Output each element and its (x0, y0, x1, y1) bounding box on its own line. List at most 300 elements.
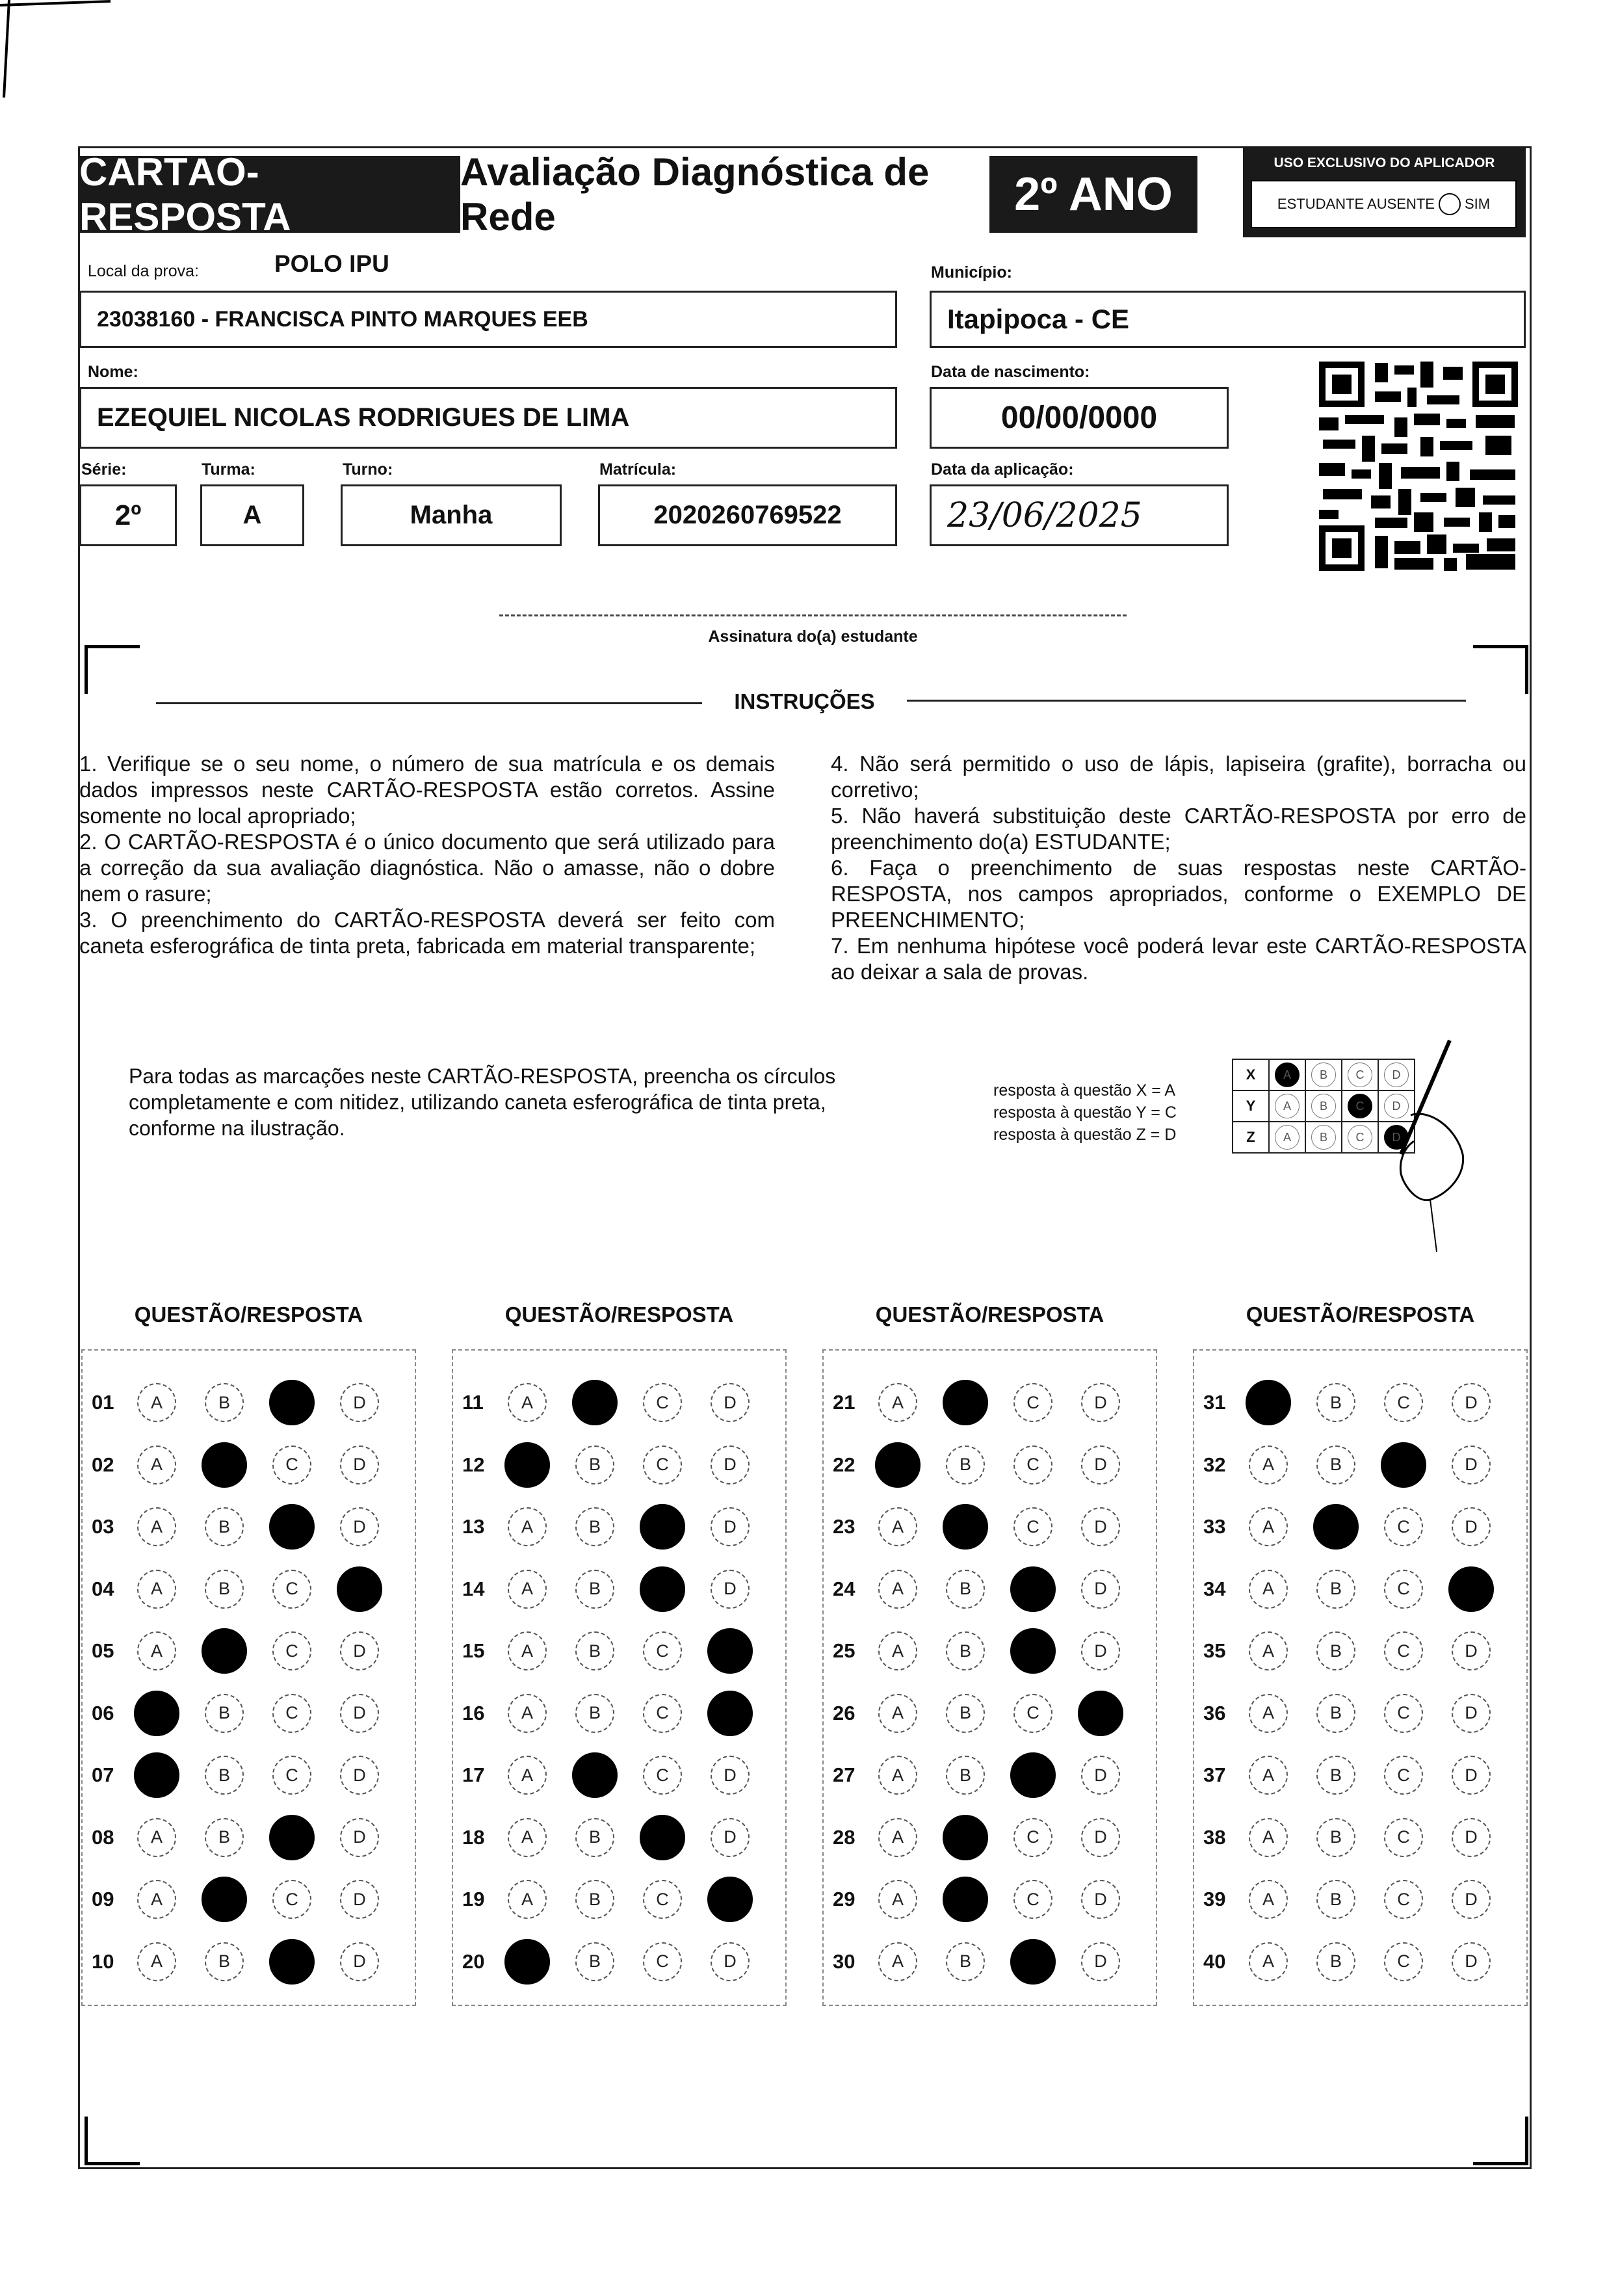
answer-bubble-filled[interactable]: B (202, 1628, 247, 1674)
answer-bubble[interactable]: A (508, 1570, 547, 1609)
answer-bubble[interactable]: B (1316, 1942, 1355, 1981)
answer-bubble[interactable]: A (1249, 1756, 1288, 1795)
question-number: 26 (833, 1701, 856, 1724)
nome-label: Nome: (88, 363, 138, 381)
answer-bubble-filled[interactable]: C (1381, 1442, 1426, 1488)
answer-bubble[interactable]: C (1384, 1383, 1423, 1422)
answer-bubble-filled[interactable]: C (269, 1380, 315, 1425)
legend-item: resposta à questão Y = C (993, 1103, 1177, 1122)
answer-bubble[interactable]: D (1081, 1507, 1120, 1546)
answer-bubble[interactable]: A (508, 1694, 547, 1733)
instructions-left (79, 751, 775, 959)
question-row (824, 1818, 1149, 1857)
question-row (824, 1880, 1149, 1919)
answer-bubble[interactable]: A (1249, 1880, 1288, 1919)
answer-bubble[interactable]: B (575, 1694, 614, 1733)
answer-bubble[interactable]: D (1081, 1631, 1120, 1670)
signature-line (499, 614, 1127, 616)
grade-label: 2º ANO (989, 156, 1197, 233)
answer-bubble[interactable]: A (1249, 1694, 1288, 1733)
answer-bubble[interactable]: D (1081, 1880, 1120, 1919)
answer-bubble-filled[interactable]: D (707, 1877, 753, 1922)
answer-bubble[interactable]: B (575, 1880, 614, 1919)
answer-column (81, 1349, 416, 2006)
question-number: 38 (1203, 1825, 1226, 1849)
question-number: 15 (462, 1639, 485, 1662)
question-row (1194, 1383, 1519, 1422)
question-number: 13 (462, 1515, 485, 1538)
answer-bubble[interactable]: C (1013, 1445, 1052, 1484)
column-title: QUESTÃO/RESPOSTA (134, 1302, 363, 1326)
instruction-item: 4. Não será permitido o uso de lápis, lapiseira (grafite), borracha ou corretivo; (831, 752, 1526, 802)
answer-bubble[interactable]: D (1081, 1756, 1120, 1795)
question-row (824, 1383, 1149, 1422)
column-title: QUESTÃO/RESPOSTA (1246, 1302, 1475, 1326)
local-label: Local da prova: (88, 262, 199, 280)
answer-bubble[interactable]: A (508, 1818, 547, 1857)
answer-bubble-filled[interactable]: C (640, 1504, 685, 1550)
instruction-item: 5. Não haverá substituição deste CARTÃO-RESPOSTA por erro de preenchimento do(a) ESTUDANTE; (831, 804, 1526, 854)
question-row (83, 1631, 408, 1670)
aplicacao-field: 23/06/2025 (930, 484, 1229, 546)
column-title: QUESTÃO/RESPOSTA (875, 1302, 1104, 1326)
question-row (453, 1445, 778, 1484)
answer-bubble[interactable]: A (878, 1507, 917, 1546)
answer-bubble[interactable]: B (205, 1756, 244, 1795)
example-question: Y (1233, 1090, 1269, 1122)
answer-bubble[interactable]: B (1316, 1694, 1355, 1733)
answer-bubble[interactable]: B (575, 1570, 614, 1609)
answer-bubble[interactable]: A (878, 1631, 917, 1670)
question-number: 24 (833, 1577, 856, 1600)
answer-bubble[interactable]: B (205, 1507, 244, 1546)
absent-radio[interactable] (1439, 193, 1461, 215)
answer-bubble[interactable]: D (711, 1942, 750, 1981)
example-bubble: B (1311, 1125, 1336, 1150)
example-bubble-filled: A (1275, 1062, 1300, 1087)
answer-bubble[interactable]: A (1249, 1570, 1288, 1609)
answer-bubble[interactable]: B (1316, 1631, 1355, 1670)
answer-bubble[interactable]: D (340, 1756, 379, 1795)
example-question: X (1233, 1059, 1269, 1090)
answer-bubble[interactable]: B (575, 1445, 614, 1484)
example-bubble: D (1384, 1062, 1409, 1087)
matricula-field: 2020260769522 (598, 484, 897, 546)
answer-bubble[interactable]: C (643, 1756, 682, 1795)
example-bubble-filled: D (1384, 1125, 1409, 1150)
nascimento-label: Data de nascimento: (931, 363, 1090, 381)
answer-bubble[interactable]: D (1081, 1818, 1120, 1857)
answer-bubble[interactable]: B (946, 1631, 985, 1670)
answer-bubble[interactable]: A (137, 1570, 176, 1609)
example-cell (1269, 1090, 1305, 1122)
answer-bubble[interactable]: C (272, 1631, 311, 1670)
answer-bubble[interactable]: D (711, 1507, 750, 1546)
question-number: 01 (92, 1391, 114, 1414)
question-row (824, 1694, 1149, 1733)
answer-bubble[interactable]: B (1316, 1756, 1355, 1795)
card-subtitle: Avaliação Diagnóstica de Rede (460, 156, 989, 233)
answer-bubble-filled[interactable]: C (640, 1815, 685, 1860)
question-row (824, 1942, 1149, 1981)
absent-yes-label: SIM (1464, 196, 1491, 212)
answer-bubble-filled[interactable]: B (943, 1504, 988, 1550)
answer-bubble[interactable]: B (1316, 1818, 1355, 1857)
example-cell (1305, 1122, 1342, 1153)
answer-bubble[interactable]: C (1013, 1818, 1052, 1857)
example-text: Para todas as marcações neste CARTÃO-RESPOSTA, preencha os círculos completamente e com nitidez, utilizando caneta esferográfica de tinta preta, conforme na ilustração. (129, 1064, 836, 1140)
example-bubble: C (1348, 1125, 1372, 1150)
instruction-item: 2. O CARTÃO-RESPOSTA é o único documento que será utilizado para a correção da sua avaliação diagnóstica. Não o amasse, não o dobre nem o rasure; (79, 830, 775, 906)
answer-bubble[interactable]: A (878, 1880, 917, 1919)
question-row (83, 1942, 408, 1981)
serie-label: Série: (81, 460, 127, 479)
answer-bubble[interactable]: D (340, 1445, 379, 1484)
answer-bubble[interactable]: C (643, 1383, 682, 1422)
answer-bubble[interactable]: B (205, 1694, 244, 1733)
answer-bubble[interactable]: D (340, 1880, 379, 1919)
corner-mark (1473, 645, 1528, 694)
answer-bubble-filled[interactable]: D (1078, 1691, 1123, 1736)
question-number: 04 (92, 1577, 114, 1600)
question-row (83, 1383, 408, 1422)
answer-bubble[interactable]: D (340, 1507, 379, 1546)
question-number: 10 (92, 1949, 114, 1973)
question-row (453, 1880, 778, 1919)
example-bubble: A (1275, 1125, 1300, 1150)
instruction-item: 3. O preenchimento do CARTÃO-RESPOSTA deverá ser feito com caneta esferográfica de tinta preta, fabricada em material transparente; (79, 908, 775, 958)
question-number: 09 (92, 1888, 114, 1910)
local-polo: POLO IPU (274, 250, 389, 277)
answer-bubble[interactable]: D (1081, 1383, 1120, 1422)
answer-bubble[interactable]: A (878, 1383, 917, 1422)
answer-bubble-filled[interactable]: B (202, 1442, 247, 1488)
answer-bubble-filled[interactable]: C (1010, 1566, 1056, 1612)
answer-bubble[interactable]: A (1249, 1818, 1288, 1857)
corner-mark (85, 2117, 140, 2165)
applicator-panel (1243, 146, 1526, 237)
answer-bubble-filled[interactable]: A (504, 1442, 550, 1488)
answer-bubble[interactable]: B (575, 1631, 614, 1670)
answer-bubble[interactable]: D (711, 1818, 750, 1857)
answer-bubble[interactable]: C (643, 1942, 682, 1981)
answer-bubble[interactable]: D (1452, 1507, 1491, 1546)
question-row (1194, 1570, 1519, 1609)
answer-bubble[interactable]: A (137, 1818, 176, 1857)
answer-bubble-filled[interactable]: B (943, 1877, 988, 1922)
answer-bubble[interactable]: D (1452, 1383, 1491, 1422)
school-field: 23038160 - FRANCISCA PINTO MARQUES EEB (79, 291, 897, 348)
question-number: 21 (833, 1391, 856, 1414)
divider (156, 702, 702, 704)
answer-bubble-filled[interactable]: B (943, 1380, 988, 1425)
instruction-item: 7. Em nenhuma hipótese você poderá levar este CARTÃO-RESPOSTA ao deixar a sala de provas. (831, 934, 1526, 984)
answer-bubble[interactable]: A (508, 1507, 547, 1546)
question-number: 28 (833, 1825, 856, 1849)
question-number: 20 (462, 1949, 485, 1973)
answer-bubble-filled[interactable]: C (269, 1815, 315, 1860)
answer-bubble-filled[interactable]: B (572, 1752, 618, 1798)
nome-field: EZEQUIEL NICOLAS RODRIGUES DE LIMA (79, 387, 897, 449)
question-row (453, 1942, 778, 1981)
answer-bubble-filled[interactable]: D (337, 1566, 382, 1612)
question-row (83, 1818, 408, 1857)
question-number: 37 (1203, 1763, 1226, 1786)
answer-bubble-filled[interactable]: C (1010, 1752, 1056, 1798)
question-row (1194, 1631, 1519, 1670)
answer-bubble[interactable]: D (1452, 1756, 1491, 1795)
serie-field: 2º (79, 484, 177, 546)
answer-bubble[interactable]: A (508, 1756, 547, 1795)
answer-bubble[interactable]: C (643, 1880, 682, 1919)
nascimento-field: 00/00/0000 (930, 387, 1229, 449)
divider (907, 700, 1466, 702)
question-row (824, 1631, 1149, 1670)
answer-bubble[interactable]: D (1452, 1942, 1491, 1981)
answer-bubble[interactable]: C (272, 1445, 311, 1484)
answer-bubble[interactable]: A (137, 1880, 176, 1919)
answer-column (822, 1349, 1157, 2006)
question-row (1194, 1756, 1519, 1795)
answer-bubble[interactable]: C (1013, 1694, 1052, 1733)
question-row (83, 1507, 408, 1546)
question-row (83, 1756, 408, 1795)
question-number: 19 (462, 1888, 485, 1910)
question-row (453, 1570, 778, 1609)
turma-label: Turma: (202, 460, 255, 479)
answer-bubble[interactable]: D (340, 1694, 379, 1733)
question-row (824, 1756, 1149, 1795)
answer-bubble-filled[interactable]: C (640, 1566, 685, 1612)
answer-bubble[interactable]: B (1316, 1570, 1355, 1609)
answer-bubble[interactable]: C (272, 1694, 311, 1733)
answer-bubble[interactable]: A (508, 1631, 547, 1670)
question-row (1194, 1507, 1519, 1546)
legend-item: resposta à questão X = A (993, 1081, 1176, 1100)
answer-bubble[interactable]: D (340, 1631, 379, 1670)
answer-bubble[interactable]: C (1384, 1507, 1423, 1546)
example-question: Z (1233, 1122, 1269, 1153)
answer-bubble[interactable]: D (1081, 1570, 1120, 1609)
answer-bubble[interactable]: C (1384, 1818, 1423, 1857)
answer-bubble[interactable]: A (878, 1942, 917, 1981)
applicator-title: USO EXCLUSIVO DO APLICADOR (1274, 155, 1495, 170)
example-bubble: B (1311, 1062, 1336, 1087)
question-number: 27 (833, 1763, 856, 1786)
answer-bubble[interactable]: D (711, 1570, 750, 1609)
answer-bubble-filled[interactable]: D (1448, 1566, 1494, 1612)
municipio-field: Itapipoca - CE (930, 291, 1526, 348)
answer-bubble[interactable]: A (878, 1756, 917, 1795)
answer-bubble-filled[interactable]: C (269, 1939, 315, 1985)
question-number: 34 (1203, 1577, 1226, 1600)
question-number: 18 (462, 1825, 485, 1849)
turno-label: Turno: (343, 460, 393, 479)
turno-field: Manha (341, 484, 562, 546)
answer-bubble[interactable]: A (137, 1445, 176, 1484)
answer-bubble[interactable]: B (575, 1942, 614, 1981)
example-legend (993, 1079, 1177, 1146)
corner-mark (85, 645, 140, 694)
question-number: 39 (1203, 1888, 1226, 1910)
answer-bubble[interactable]: D (711, 1383, 750, 1422)
pen-hand-icon (1365, 1037, 1482, 1258)
matricula-label: Matrícula: (599, 460, 677, 479)
answer-bubble[interactable]: B (575, 1818, 614, 1857)
question-number: 32 (1203, 1453, 1226, 1476)
answer-bubble[interactable]: B (946, 1756, 985, 1795)
answer-bubble-filled[interactable]: B (1313, 1504, 1359, 1550)
answer-bubble[interactable]: B (946, 1942, 985, 1981)
example-bubble-filled: C (1348, 1094, 1372, 1118)
answer-column (1193, 1349, 1528, 2006)
answer-bubble[interactable]: D (1081, 1942, 1120, 1981)
answer-bubble[interactable]: D (1452, 1445, 1491, 1484)
municipio-label: Município: (931, 263, 1012, 282)
example-bubble: C (1348, 1062, 1372, 1087)
answer-bubble[interactable]: C (643, 1445, 682, 1484)
answer-bubble-filled[interactable]: C (1010, 1628, 1056, 1674)
answer-bubble[interactable]: B (1316, 1383, 1355, 1422)
example-bubble: B (1311, 1094, 1336, 1118)
answer-bubble[interactable]: D (340, 1818, 379, 1857)
card-title: CARTÃO-RESPOSTA (79, 156, 460, 233)
answer-column (452, 1349, 787, 2006)
question-number: 23 (833, 1515, 856, 1538)
answer-bubble[interactable]: B (205, 1570, 244, 1609)
answer-bubble[interactable]: A (878, 1818, 917, 1857)
instructions-title: INSTRUÇÕES (734, 689, 875, 713)
question-number: 22 (833, 1453, 856, 1476)
answer-bubble[interactable]: C (643, 1694, 682, 1733)
answer-bubble[interactable]: A (1249, 1942, 1288, 1981)
corner-mark (1473, 2117, 1528, 2165)
question-row (453, 1818, 778, 1857)
answer-bubble-filled[interactable]: C (269, 1504, 315, 1550)
scan-edge-mark (0, 0, 130, 104)
answer-bubble-filled[interactable]: B (943, 1815, 988, 1860)
question-row (453, 1631, 778, 1670)
question-row (83, 1694, 408, 1733)
answer-bubble[interactable]: C (1384, 1694, 1423, 1733)
answer-bubble[interactable]: D (1452, 1694, 1491, 1733)
question-row (1194, 1694, 1519, 1733)
answer-bubble[interactable]: D (711, 1445, 750, 1484)
instructions-right (831, 751, 1526, 985)
question-number: 05 (92, 1639, 114, 1662)
answer-bubble[interactable]: B (575, 1507, 614, 1546)
answer-bubble[interactable]: C (1013, 1880, 1052, 1919)
question-number: 40 (1203, 1949, 1226, 1973)
answer-bubble[interactable]: A (137, 1383, 176, 1422)
instruction-item: 6. Faça o preenchimento de suas respostas neste CARTÃO-RESPOSTA, nos campos apropriados, conforme o EXEMPLO DE PREENCHIMENTO; (831, 856, 1526, 932)
answer-bubble[interactable]: D (1452, 1631, 1491, 1670)
answer-bubble[interactable]: C (643, 1631, 682, 1670)
answer-bubble-filled[interactable]: A (134, 1752, 179, 1798)
answer-bubble[interactable]: D (340, 1942, 379, 1981)
answer-bubble-filled[interactable]: A (504, 1939, 550, 1985)
answer-bubble-filled[interactable]: A (1246, 1380, 1291, 1425)
example-bubble: A (1275, 1094, 1300, 1118)
answer-bubble[interactable]: A (137, 1507, 176, 1546)
answer-bubble[interactable]: B (946, 1570, 985, 1609)
example-cell (1305, 1059, 1342, 1090)
answer-bubble[interactable]: A (508, 1383, 547, 1422)
answer-bubble[interactable]: A (1249, 1445, 1288, 1484)
question-row (453, 1694, 778, 1733)
question-row (1194, 1445, 1519, 1484)
answer-bubble[interactable]: C (1013, 1507, 1052, 1546)
answer-bubble[interactable]: B (205, 1818, 244, 1857)
answer-bubble[interactable]: B (205, 1942, 244, 1981)
answer-bubble[interactable]: C (1384, 1631, 1423, 1670)
question-row (1194, 1942, 1519, 1981)
answer-bubble-filled[interactable]: A (875, 1442, 921, 1488)
answer-bubble[interactable]: C (272, 1756, 311, 1795)
answer-bubble[interactable]: A (878, 1694, 917, 1733)
question-row (1194, 1880, 1519, 1919)
question-row (1194, 1818, 1519, 1857)
answer-bubble-filled[interactable]: B (202, 1877, 247, 1922)
answer-bubble[interactable]: D (1452, 1880, 1491, 1919)
example-bubble: D (1384, 1094, 1409, 1118)
question-number: 06 (92, 1701, 114, 1724)
question-number: 12 (462, 1453, 485, 1476)
answer-bubble[interactable]: C (272, 1570, 311, 1609)
answer-bubble[interactable]: A (1249, 1507, 1288, 1546)
aplicacao-label: Data da aplicação: (931, 460, 1074, 479)
answer-bubble[interactable]: B (205, 1383, 244, 1422)
answer-bubble[interactable]: C (1384, 1756, 1423, 1795)
answer-bubble-filled[interactable]: D (707, 1691, 753, 1736)
answer-bubble[interactable]: B (946, 1694, 985, 1733)
answer-bubble[interactable]: A (137, 1942, 176, 1981)
answer-bubble-filled[interactable]: D (707, 1628, 753, 1674)
example-cell (1305, 1090, 1342, 1122)
answer-bubble-filled[interactable]: C (1010, 1939, 1056, 1985)
answer-bubble[interactable]: D (1081, 1445, 1120, 1484)
question-row (453, 1507, 778, 1546)
question-row (83, 1880, 408, 1919)
answer-bubble[interactable]: C (272, 1880, 311, 1919)
answer-bubble[interactable]: A (1249, 1631, 1288, 1670)
question-number: 07 (92, 1763, 114, 1786)
instruction-item: 1. Verifique se o seu nome, o número de sua matrícula e os demais dados impressos neste CARTÃO-RESPOSTA estão corretos. Assine somente no local apropriado; (79, 752, 775, 828)
turma-field: A (200, 484, 304, 546)
answer-bubble[interactable]: B (1316, 1880, 1355, 1919)
answer-bubble[interactable]: A (878, 1570, 917, 1609)
answer-bubble[interactable]: C (1384, 1942, 1423, 1981)
answer-bubble[interactable]: D (340, 1383, 379, 1422)
answer-bubble[interactable]: D (711, 1756, 750, 1795)
answer-bubble[interactable]: B (1316, 1445, 1355, 1484)
signature-label: Assinatura do(a) estudante (708, 627, 918, 646)
answer-bubble-filled[interactable]: B (572, 1380, 618, 1425)
example-cell (1269, 1059, 1305, 1090)
answer-bubble-filled[interactable]: A (134, 1691, 179, 1736)
question-number: 25 (833, 1639, 856, 1662)
answer-bubble[interactable]: A (137, 1631, 176, 1670)
answer-bubble[interactable]: D (1452, 1818, 1491, 1857)
answer-bubble[interactable]: C (1013, 1383, 1052, 1422)
answer-bubble[interactable]: B (946, 1445, 985, 1484)
answer-bubble[interactable]: A (508, 1880, 547, 1919)
question-number: 31 (1203, 1391, 1226, 1414)
answer-bubble[interactable]: C (1384, 1880, 1423, 1919)
absent-checkbox-row[interactable] (1251, 180, 1517, 228)
answer-bubble[interactable]: C (1384, 1570, 1423, 1609)
column-title: QUESTÃO/RESPOSTA (504, 1302, 734, 1326)
